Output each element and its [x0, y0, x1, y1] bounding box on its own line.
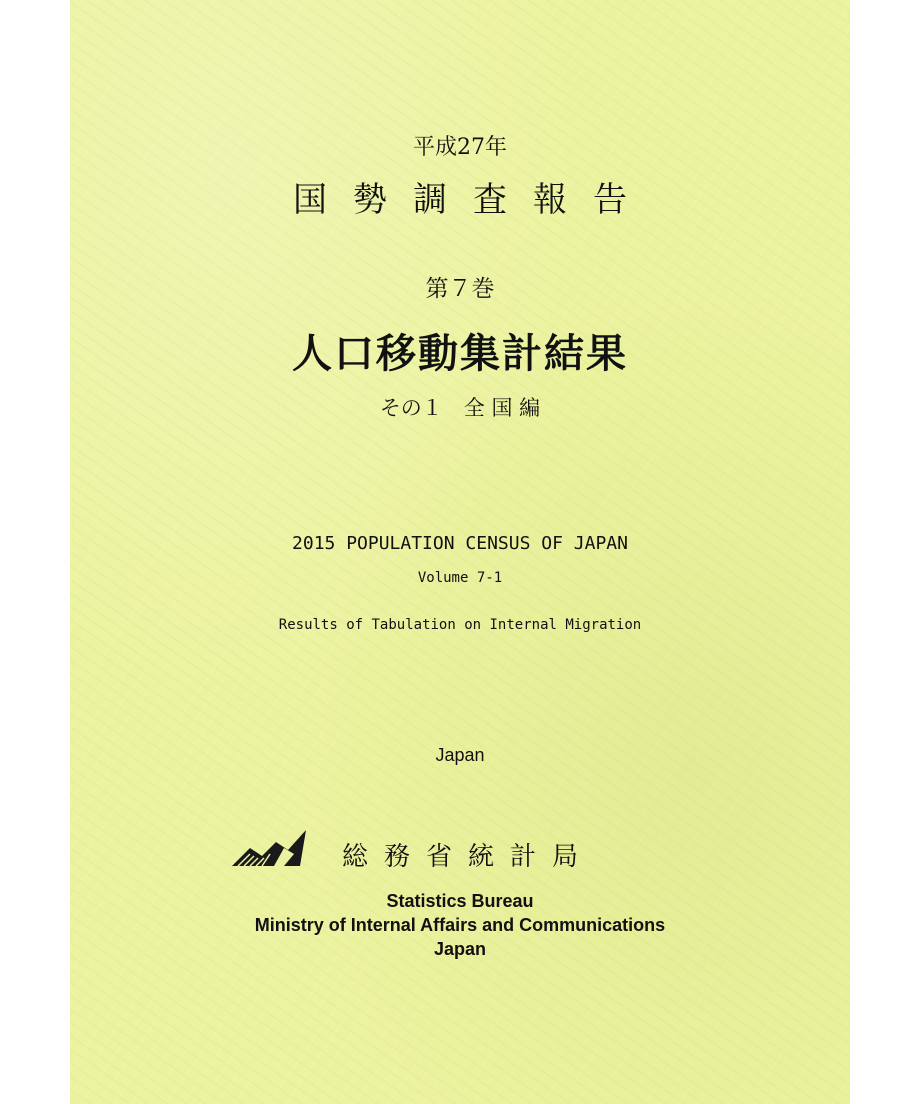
ministry-name-english: Ministry of Internal Affairs and Communications — [254, 915, 666, 935]
report-cover — [70, 0, 850, 1104]
volume-number-japanese: 第７巻 — [425, 276, 495, 302]
volume-english: Volume 7-1 — [417, 570, 503, 586]
results-title-english: Results of Tabulation on Internal Migration — [278, 617, 642, 633]
subject-title-japanese: 人口移動集計結果 — [292, 331, 628, 377]
country-name-english: Japan — [433, 939, 487, 959]
report-title-japanese: 国勢調査報告 — [293, 180, 653, 220]
country-label: Japan — [435, 745, 485, 765]
census-title-english: 2015 POPULATION CENSUS OF JAPAN — [292, 533, 628, 554]
bureau-name-english: Statistics Bureau — [386, 891, 534, 911]
part-title-japanese: その１ 全 国 編 — [379, 396, 541, 420]
bureau-name-japanese: 総務省統計局 — [342, 842, 595, 872]
publication-year: 平成27年 — [413, 135, 507, 160]
statistics-bureau-logo-icon — [230, 826, 314, 868]
